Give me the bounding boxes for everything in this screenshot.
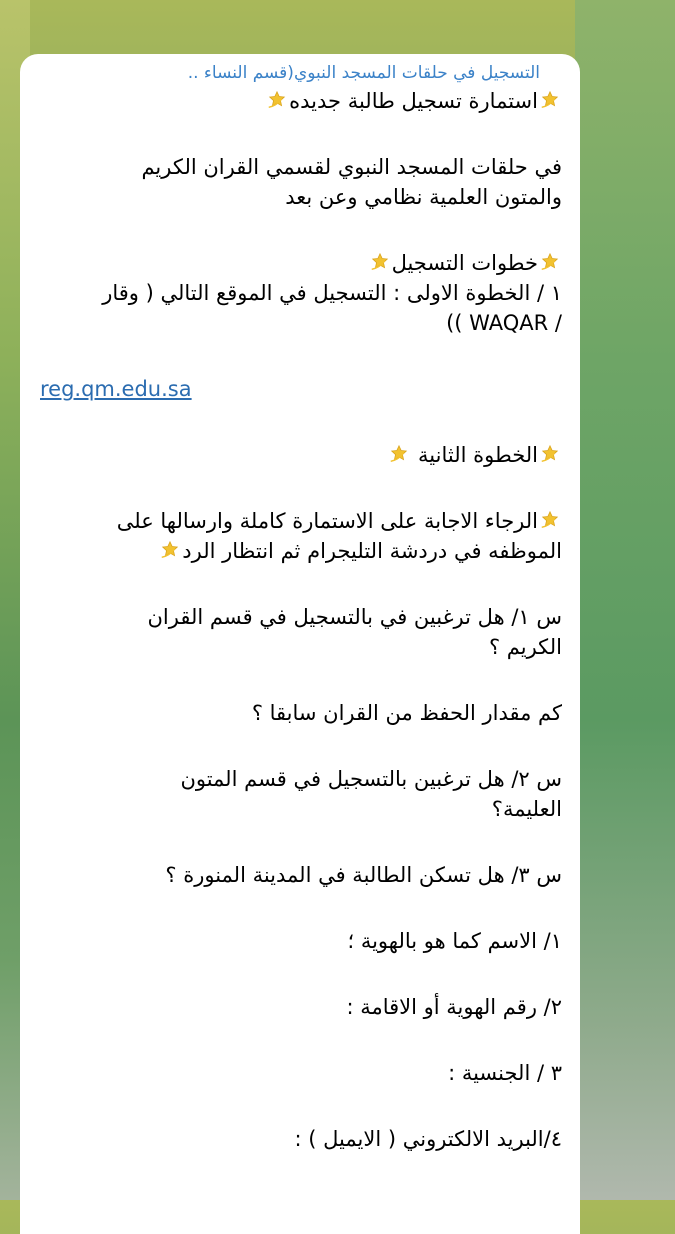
spacer xyxy=(40,824,562,860)
spacer xyxy=(40,662,562,698)
spacer xyxy=(40,728,562,764)
field-nationality: ٣ / الجنسية : xyxy=(448,1061,562,1085)
steps-heading: خطوات التسجيل xyxy=(391,251,538,275)
steps-heading-line xyxy=(40,248,562,278)
step2-text-1: الرجاء الاجابة على الاستمارة كاملة وارسالها على xyxy=(116,509,538,533)
dizzy-star-icon xyxy=(539,509,561,531)
message-bubble[interactable] xyxy=(20,54,580,1234)
question2-line-1: س ٢/ هل ترغبين بالتسجيل في قسم المتون xyxy=(180,767,562,791)
message-text xyxy=(40,86,562,1154)
spacer xyxy=(40,404,562,440)
spacer xyxy=(40,956,562,992)
question-memorized: كم مقدار الحفظ من القران سابقا ؟ xyxy=(251,701,562,725)
dizzy-star-icon xyxy=(369,251,391,273)
dizzy-star-icon xyxy=(388,443,410,465)
spacer xyxy=(40,212,562,248)
spacer xyxy=(40,890,562,926)
intro-line-2: والمتون العلمية نظامي وعن بعد xyxy=(285,185,562,209)
dizzy-star-icon xyxy=(266,89,288,111)
spacer xyxy=(40,470,562,506)
step2-heading: الخطوة الثانية xyxy=(418,443,538,467)
registration-link[interactable]: reg.qm.edu.sa xyxy=(40,377,192,401)
dizzy-star-icon xyxy=(159,539,181,561)
spacer xyxy=(40,338,562,374)
intro-line-1: في حلقات المسجد النبوي لقسمي القران الكريم xyxy=(141,155,562,179)
title-line xyxy=(40,86,562,116)
spacer xyxy=(40,1022,562,1058)
field-id-number: ٢/ رقم الهوية أو الاقامة : xyxy=(346,995,562,1019)
question1-line-1: س ١/ هل ترغبين في بالتسجيل في قسم القران xyxy=(147,605,562,629)
step2-text-line-1 xyxy=(40,506,562,536)
form-title: استمارة تسجيل طالبة جديده xyxy=(289,89,538,113)
step2-text-line-2 xyxy=(40,536,562,566)
dizzy-star-icon xyxy=(539,443,561,465)
chat-wallpaper-right xyxy=(575,0,675,1200)
spacer xyxy=(40,116,562,152)
dizzy-star-icon xyxy=(539,89,561,111)
step1-line-2: / WAQAR )) xyxy=(446,311,562,335)
field-email: ٤/البريد الالكتروني ( الايميل ) : xyxy=(294,1127,562,1151)
question1-line-2: الكريم ؟ xyxy=(488,635,562,659)
dizzy-star-icon xyxy=(539,251,561,273)
question3: س ٣/ هل تسكن الطالبة في المدينة المنورة ؟ xyxy=(165,863,562,887)
spacer xyxy=(40,1088,562,1124)
question2-line-2: العليمة؟ xyxy=(491,797,562,821)
field-name: ١/ الاسم كما هو بالهوية ؛ xyxy=(347,929,562,953)
sender-name[interactable]: التسجيل في حلقات المسجد النبوي(قسم النساء .. xyxy=(187,63,540,83)
step1-line-1: ١ / الخطوة الاولى : التسجيل في الموقع التالي ( وقار xyxy=(102,281,562,305)
step2-heading-line xyxy=(40,440,562,470)
spacer xyxy=(40,566,562,602)
step2-text-2: الموظفه في دردشة التليجرام ثم انتظار الرد xyxy=(182,539,562,563)
